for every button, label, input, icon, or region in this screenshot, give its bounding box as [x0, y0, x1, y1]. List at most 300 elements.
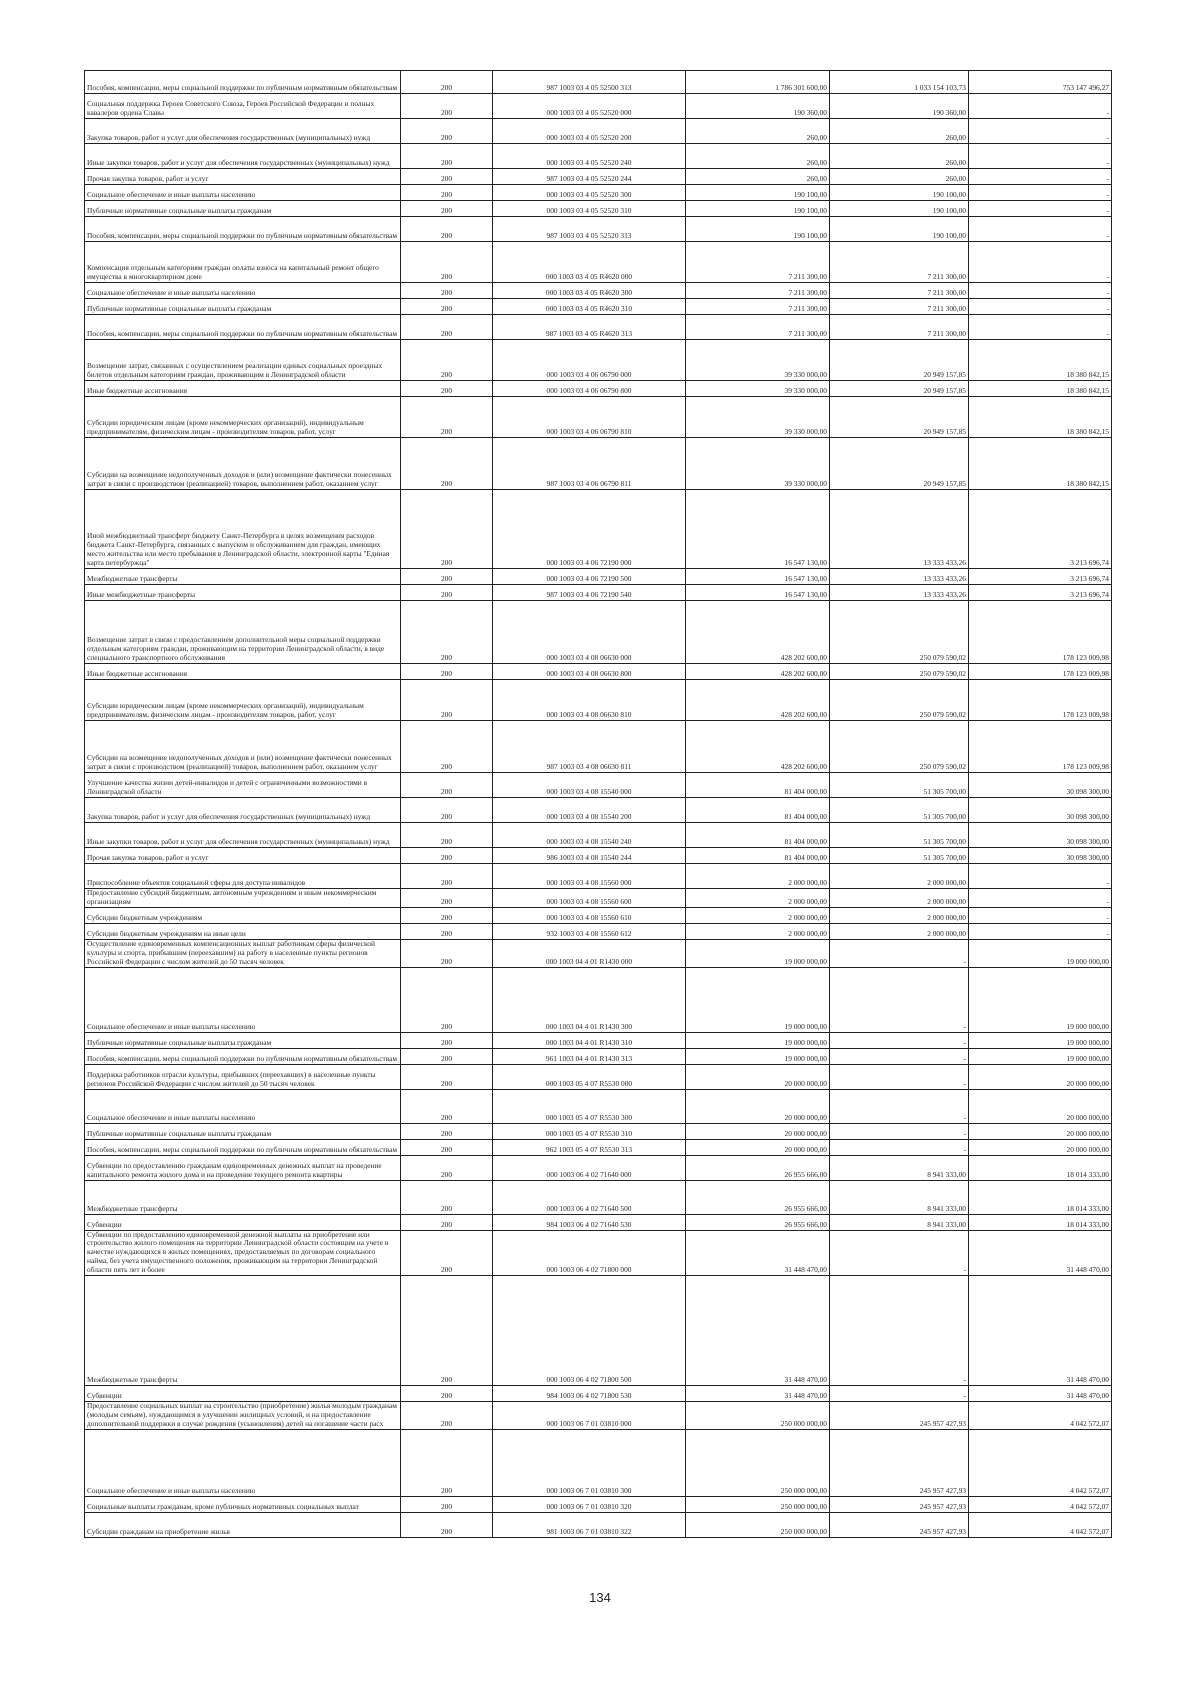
row-approved-amount: 190 100,00	[686, 185, 830, 201]
table-row	[85, 144, 1112, 169]
row-name: Социальное обеспечение и иные выплаты населению	[85, 1089, 401, 1123]
row-approved-amount: 260,00	[686, 144, 830, 169]
row-line-code: 200	[401, 1496, 493, 1512]
row-budget-classification-code: 000 1003 04 4 01 R1430 310	[493, 1032, 686, 1048]
row-approved-amount: 31 448 470,00	[686, 1230, 830, 1276]
row-name: Субвенции по предоставлению единовременной денежной выплаты на приобретение или строительство жилого помещения на территории Ленинградской области состоящим на учете в качестве нуждающихся в жилых помещениях, предоставляемых по договорам социального найма, без учета имущественного положения, проживающим на территории Ленинградской области пять лет и более	[85, 1230, 401, 1276]
table-row	[85, 283, 1112, 299]
row-budget-classification-code: 987 1003 03 4 06 72190 540	[493, 585, 686, 601]
row-name: Улучшение качества жизни детей-инвалидов и детей с ограниченными возможностями в Ленинградской области	[85, 773, 401, 798]
row-unexecuted-amount: -	[969, 242, 1112, 283]
row-approved-amount: 250 000 000,00	[686, 1496, 830, 1512]
table-row	[85, 1180, 1112, 1214]
row-approved-amount: 428 202 600,00	[686, 664, 830, 680]
row-name: Пособия, компенсации, меры социальной поддержки по публичным нормативным обязательствам	[85, 217, 401, 242]
row-name: Социальное обеспечение и иные выплаты населению	[85, 1429, 401, 1496]
row-approved-amount: 428 202 600,00	[686, 721, 830, 773]
row-budget-classification-code: 000 1003 03 4 05 R4620 000	[493, 242, 686, 283]
row-line-code: 200	[401, 71, 493, 94]
row-approved-amount: 19 000 000,00	[686, 1032, 830, 1048]
row-approved-amount: 31 448 470,00	[686, 1276, 830, 1386]
row-name: Иные бюджетные ассигнования	[85, 381, 401, 397]
row-name: Компенсация отдельным категориям граждан оплаты взноса на капитальный ремонт общего имущества в многоквартирном доме	[85, 242, 401, 283]
row-approved-amount: 190 100,00	[686, 201, 830, 217]
row-unexecuted-amount: 20 000 000,00	[969, 1139, 1112, 1155]
row-unexecuted-amount: -	[969, 315, 1112, 340]
table-row	[85, 569, 1112, 585]
row-name: Публичные нормативные социальные выплаты гражданам	[85, 1032, 401, 1048]
row-line-code: 200	[401, 1089, 493, 1123]
row-unexecuted-amount: 3 213 696,74	[969, 490, 1112, 569]
row-unexecuted-amount: 18 380 842,15	[969, 340, 1112, 381]
row-line-code: 200	[401, 798, 493, 823]
row-name: Прочая закупка товаров, работ и услуг	[85, 848, 401, 864]
row-budget-classification-code: 000 1003 06 7 01 03810 300	[493, 1429, 686, 1496]
row-budget-classification-code: 000 1003 03 4 08 15560 600	[493, 889, 686, 908]
row-unexecuted-amount: -	[969, 119, 1112, 144]
row-budget-classification-code: 962 1003 05 4 07 R5530 313	[493, 1139, 686, 1155]
row-budget-classification-code: 987 1003 03 4 08 06630 811	[493, 721, 686, 773]
table-row	[85, 119, 1112, 144]
row-unexecuted-amount: 18 014 333,00	[969, 1180, 1112, 1214]
row-budget-classification-code: 000 1003 03 4 08 06630 810	[493, 680, 686, 721]
row-approved-amount: 81 404 000,00	[686, 823, 830, 848]
table-row	[85, 923, 1112, 939]
row-executed-amount: 250 079 590,02	[830, 664, 969, 680]
table-row	[85, 680, 1112, 721]
table-row	[85, 169, 1112, 185]
row-approved-amount: 2 000 000,00	[686, 864, 830, 889]
row-name: Пособия, компенсации, меры социальной поддержки по публичным нормативным обязательствам	[85, 315, 401, 340]
row-approved-amount: 7 211 300,00	[686, 315, 830, 340]
row-executed-amount: -	[830, 1230, 969, 1276]
row-line-code: 200	[401, 1230, 493, 1276]
row-unexecuted-amount: 19 000 000,00	[969, 1032, 1112, 1048]
row-approved-amount: 81 404 000,00	[686, 848, 830, 864]
row-executed-amount: 8 941 333,00	[830, 1214, 969, 1230]
row-line-code: 200	[401, 119, 493, 144]
table-row	[85, 1429, 1112, 1496]
table-row	[85, 438, 1112, 490]
row-line-code: 200	[401, 299, 493, 315]
row-line-code: 200	[401, 889, 493, 908]
row-budget-classification-code: 000 1003 03 4 05 R4620 310	[493, 299, 686, 315]
row-name: Публичные нормативные социальные выплаты гражданам	[85, 299, 401, 315]
row-name: Иные закупки товаров, работ и услуг для обеспечения государственных (муниципальных) нужд	[85, 144, 401, 169]
row-approved-amount: 16 547 130,00	[686, 490, 830, 569]
row-approved-amount: 250 000 000,00	[686, 1512, 830, 1537]
row-budget-classification-code: 000 1003 06 4 02 71640 000	[493, 1155, 686, 1180]
row-unexecuted-amount: 178 123 009,98	[969, 721, 1112, 773]
row-approved-amount: 31 448 470,00	[686, 1386, 830, 1402]
table-row	[85, 490, 1112, 569]
row-executed-amount: -	[830, 1032, 969, 1048]
row-line-code: 200	[401, 1214, 493, 1230]
row-line-code: 200	[401, 1386, 493, 1402]
row-name: Субсидии юридическим лицам (кроме некоммерческих организаций), индивидуальным предпринимателям, физическим лицам - производителям товаров, работ, услуг	[85, 397, 401, 438]
row-name: Субсидии юридическим лицам (кроме некоммерческих организаций), индивидуальным предпринимателям, физическим лицам - производителям товаров, работ, услуг	[85, 680, 401, 721]
budget-execution-table	[84, 70, 1112, 1538]
table-row	[85, 185, 1112, 201]
row-name: Предоставление субсидий бюджетным, автономным учреждениям и иным некоммерческим организациям	[85, 889, 401, 908]
table-row	[85, 381, 1112, 397]
row-unexecuted-amount: 18 380 842,15	[969, 381, 1112, 397]
row-unexecuted-amount: -	[969, 144, 1112, 169]
row-line-code: 200	[401, 283, 493, 299]
row-name: Пособия, компенсации, меры социальной поддержки по публичным нормативным обязательствам	[85, 71, 401, 94]
row-executed-amount: 190 360,00	[830, 94, 969, 119]
row-unexecuted-amount: 30 098 300,00	[969, 848, 1112, 864]
row-line-code: 200	[401, 397, 493, 438]
row-executed-amount: -	[830, 1123, 969, 1139]
table-row	[85, 848, 1112, 864]
row-name: Межбюджетные трансферты	[85, 1180, 401, 1214]
row-approved-amount: 190 360,00	[686, 94, 830, 119]
row-budget-classification-code: 000 1003 03 4 08 15560 610	[493, 907, 686, 923]
row-approved-amount: 39 330 000,00	[686, 397, 830, 438]
row-executed-amount: 190 100,00	[830, 201, 969, 217]
row-name: Иной межбюджетный трансферт бюджету Санкт-Петербурга в целях возмещения расходов бюджета Санкт-Петербурга, связанных с выпуском и обслуживанием для граждан, имеющих место жительства или место пребывания в Ленинградской области, электронной карты "Единая карта петербуржца"	[85, 490, 401, 569]
table-row	[85, 201, 1112, 217]
row-approved-amount: 260,00	[686, 119, 830, 144]
table-row	[85, 71, 1112, 94]
table-row	[85, 664, 1112, 680]
row-name: Субвенции по предоставлению гражданам единовременных денежных выплат на проведение капитального ремонта жилого дома и на проведение текущего ремонта квартиры	[85, 1155, 401, 1180]
row-unexecuted-amount: 18 380 842,15	[969, 438, 1112, 490]
table-row	[85, 1276, 1112, 1386]
row-budget-classification-code: 961 1003 04 4 01 R1430 313	[493, 1048, 686, 1064]
table-row	[85, 907, 1112, 923]
row-executed-amount: 51 305 700,00	[830, 798, 969, 823]
row-name: Поддержка работников отрасли культуры, прибывших (переехавших) в населенные пункты регионов Российской Федерации с числом жителей до 50 тысяч человек	[85, 1064, 401, 1089]
row-unexecuted-amount: -	[969, 169, 1112, 185]
table-row	[85, 601, 1112, 664]
row-approved-amount: 2 000 000,00	[686, 907, 830, 923]
row-unexecuted-amount: -	[969, 923, 1112, 939]
row-unexecuted-amount: 19 000 000,00	[969, 967, 1112, 1032]
table-row	[85, 939, 1112, 967]
row-approved-amount: 81 404 000,00	[686, 798, 830, 823]
row-approved-amount: 2 000 000,00	[686, 889, 830, 908]
row-unexecuted-amount: -	[969, 907, 1112, 923]
row-budget-classification-code: 987 1003 03 4 05 52520 313	[493, 217, 686, 242]
row-unexecuted-amount: 178 123 009,98	[969, 664, 1112, 680]
row-name: Иные межбюджетные трансферты	[85, 585, 401, 601]
row-name: Субсидии на возмещение недополученных доходов и (или) возмещение фактически понесенных затрат в связи с производством (реализацией) товаров, выполнением работ, оказанием услуг	[85, 438, 401, 490]
row-budget-classification-code: 000 1003 03 4 08 06630 800	[493, 664, 686, 680]
row-name: Субсидии на возмещение недополученных доходов и (или) возмещение фактически понесенных затрат в связи с производством (реализацией) товаров, выполнением работ, оказанием услуг	[85, 721, 401, 773]
row-name: Возмещение затрат, связанных с осуществлением реализации единых социальных проездных билетов отдельным категориям граждан, проживающим в Ленинградской области	[85, 340, 401, 381]
row-unexecuted-amount: 4 042 572,07	[969, 1496, 1112, 1512]
row-unexecuted-amount: 178 123 009,98	[969, 601, 1112, 664]
row-name: Социальная поддержка Героев Советского Союза, Героев Российской Федерации и полных кавалеров ордена Славы	[85, 94, 401, 119]
row-line-code: 200	[401, 721, 493, 773]
row-unexecuted-amount: 30 098 300,00	[969, 798, 1112, 823]
table-row	[85, 1155, 1112, 1180]
row-line-code: 200	[401, 939, 493, 967]
table-row	[85, 967, 1112, 1032]
table-row	[85, 864, 1112, 889]
row-budget-classification-code: 000 1003 06 7 01 03810 000	[493, 1402, 686, 1430]
row-unexecuted-amount: 30 098 300,00	[969, 773, 1112, 798]
row-budget-classification-code: 932 1003 03 4 08 15560 612	[493, 923, 686, 939]
row-budget-classification-code: 000 1003 06 7 01 03810 320	[493, 1496, 686, 1512]
table-row	[85, 585, 1112, 601]
table-body	[85, 71, 1112, 1538]
row-executed-amount: -	[830, 1276, 969, 1386]
row-unexecuted-amount: -	[969, 217, 1112, 242]
table-row	[85, 1230, 1112, 1276]
row-approved-amount: 39 330 000,00	[686, 381, 830, 397]
row-name: Возмещение затрат в связи с предоставлением дополнительной меры социальной поддержки отдельным категориям граждан, проживающим на территории Ленинградской области, в виде специального транспортного обслуживания	[85, 601, 401, 664]
row-executed-amount: 20 949 157,85	[830, 397, 969, 438]
row-executed-amount: 2 000 000,00	[830, 907, 969, 923]
row-line-code: 200	[401, 585, 493, 601]
row-budget-classification-code: 000 1003 05 4 07 R5530 000	[493, 1064, 686, 1089]
row-name: Социальное обеспечение и иные выплаты населению	[85, 185, 401, 201]
row-executed-amount: -	[830, 967, 969, 1032]
row-executed-amount: 2 000 000,00	[830, 923, 969, 939]
row-name: Субвенции	[85, 1214, 401, 1230]
table-row	[85, 397, 1112, 438]
row-approved-amount: 7 211 300,00	[686, 299, 830, 315]
row-name: Субсидии бюджетным учреждениям	[85, 907, 401, 923]
row-executed-amount: 190 100,00	[830, 217, 969, 242]
row-name: Субсидии бюджетным учреждениям на иные цели	[85, 923, 401, 939]
row-line-code: 200	[401, 1155, 493, 1180]
row-budget-classification-code: 000 1003 03 4 08 15540 000	[493, 773, 686, 798]
row-executed-amount: 13 333 433,26	[830, 569, 969, 585]
row-approved-amount: 20 000 000,00	[686, 1089, 830, 1123]
row-approved-amount: 7 211 300,00	[686, 242, 830, 283]
row-budget-classification-code: 000 1003 03 4 08 15540 200	[493, 798, 686, 823]
table-row	[85, 798, 1112, 823]
row-approved-amount: 190 100,00	[686, 217, 830, 242]
row-executed-amount: -	[830, 1139, 969, 1155]
table-row	[85, 315, 1112, 340]
table-row	[85, 242, 1112, 283]
row-budget-classification-code: 000 1003 05 4 07 R5530 300	[493, 1089, 686, 1123]
row-unexecuted-amount: -	[969, 94, 1112, 119]
row-approved-amount: 26 955 666,00	[686, 1155, 830, 1180]
row-budget-classification-code: 000 1003 03 4 05 52520 240	[493, 144, 686, 169]
row-line-code: 200	[401, 1048, 493, 1064]
row-executed-amount: 8 941 333,00	[830, 1180, 969, 1214]
row-budget-classification-code: 000 1003 03 4 05 52520 300	[493, 185, 686, 201]
row-unexecuted-amount: -	[969, 299, 1112, 315]
row-approved-amount: 250 000 000,00	[686, 1402, 830, 1430]
table-row	[85, 1214, 1112, 1230]
row-unexecuted-amount: 3 213 696,74	[969, 569, 1112, 585]
row-executed-amount: 250 079 590,02	[830, 601, 969, 664]
row-name: Субвенции	[85, 1386, 401, 1402]
row-executed-amount: 245 957 427,93	[830, 1402, 969, 1430]
row-unexecuted-amount: 753 147 496,27	[969, 71, 1112, 94]
row-line-code: 200	[401, 94, 493, 119]
row-budget-classification-code: 000 1003 03 4 05 52520 000	[493, 94, 686, 119]
row-budget-classification-code: 000 1003 03 4 06 72190 000	[493, 490, 686, 569]
row-executed-amount: 51 305 700,00	[830, 848, 969, 864]
row-name: Социальное обеспечение и иные выплаты населению	[85, 283, 401, 299]
row-executed-amount: 7 211 300,00	[830, 242, 969, 283]
table-row	[85, 217, 1112, 242]
row-executed-amount: 51 305 700,00	[830, 823, 969, 848]
row-approved-amount: 16 547 130,00	[686, 569, 830, 585]
row-line-code: 200	[401, 169, 493, 185]
row-name: Публичные нормативные социальные выплаты гражданам	[85, 1123, 401, 1139]
row-executed-amount: 245 957 427,93	[830, 1429, 969, 1496]
row-executed-amount: 260,00	[830, 119, 969, 144]
row-name: Иные бюджетные ассигнования	[85, 664, 401, 680]
row-executed-amount: -	[830, 1089, 969, 1123]
row-approved-amount: 19 000 000,00	[686, 1048, 830, 1064]
row-executed-amount: 260,00	[830, 169, 969, 185]
row-line-code: 200	[401, 680, 493, 721]
table-row	[85, 823, 1112, 848]
row-name: Иные закупки товаров, работ и услуг для обеспечения государственных (муниципальных) нужд	[85, 823, 401, 848]
row-name: Социальное обеспечение и иные выплаты населению	[85, 967, 401, 1032]
row-executed-amount: 2 000 000,00	[830, 889, 969, 908]
row-approved-amount: 1 786 301 600,00	[686, 71, 830, 94]
row-line-code: 200	[401, 217, 493, 242]
row-line-code: 200	[401, 967, 493, 1032]
row-line-code: 200	[401, 923, 493, 939]
row-budget-classification-code: 000 1003 03 4 05 52520 200	[493, 119, 686, 144]
row-budget-classification-code: 000 1003 06 4 02 71800 500	[493, 1276, 686, 1386]
row-name: Закупка товаров, работ и услуг для обеспечения государственных (муниципальных) нужд	[85, 119, 401, 144]
row-budget-classification-code: 000 1003 03 4 08 06630 000	[493, 601, 686, 664]
row-budget-classification-code: 000 1003 03 4 06 06790 000	[493, 340, 686, 381]
row-executed-amount: -	[830, 1064, 969, 1089]
row-line-code: 200	[401, 1276, 493, 1386]
row-executed-amount: 20 949 157,85	[830, 438, 969, 490]
row-name: Публичные нормативные социальные выплаты гражданам	[85, 201, 401, 217]
table-row	[85, 94, 1112, 119]
row-line-code: 200	[401, 1139, 493, 1155]
row-approved-amount: 428 202 600,00	[686, 601, 830, 664]
row-unexecuted-amount: -	[969, 201, 1112, 217]
row-line-code: 200	[401, 1123, 493, 1139]
table-row	[85, 299, 1112, 315]
row-executed-amount: 20 949 157,85	[830, 381, 969, 397]
table-row	[85, 1064, 1112, 1089]
row-approved-amount: 19 000 000,00	[686, 967, 830, 1032]
row-unexecuted-amount: -	[969, 283, 1112, 299]
row-name: Межбюджетные трансферты	[85, 1276, 401, 1386]
row-unexecuted-amount: 30 098 300,00	[969, 823, 1112, 848]
row-approved-amount: 20 000 000,00	[686, 1123, 830, 1139]
row-line-code: 200	[401, 315, 493, 340]
row-name: Пособия, компенсации, меры социальной поддержки по публичным нормативным обязательствам	[85, 1048, 401, 1064]
row-line-code: 200	[401, 823, 493, 848]
row-approved-amount: 428 202 600,00	[686, 680, 830, 721]
row-executed-amount: 7 211 300,00	[830, 283, 969, 299]
row-budget-classification-code: 984 1003 06 4 02 71640 530	[493, 1214, 686, 1230]
table-row	[85, 889, 1112, 908]
row-line-code: 200	[401, 340, 493, 381]
row-budget-classification-code: 000 1003 03 4 05 52520 310	[493, 201, 686, 217]
row-unexecuted-amount: -	[969, 864, 1112, 889]
row-name: Закупка товаров, работ и услуг для обеспечения государственных (муниципальных) нужд	[85, 798, 401, 823]
row-executed-amount: 20 949 157,85	[830, 340, 969, 381]
row-executed-amount: 7 211 300,00	[830, 299, 969, 315]
row-approved-amount: 20 000 000,00	[686, 1064, 830, 1089]
row-approved-amount: 19 000 000,00	[686, 939, 830, 967]
row-line-code: 200	[401, 664, 493, 680]
row-budget-classification-code: 981 1003 06 7 01 03810 322	[493, 1512, 686, 1537]
row-unexecuted-amount: 20 000 000,00	[969, 1089, 1112, 1123]
row-approved-amount: 81 404 000,00	[686, 773, 830, 798]
row-unexecuted-amount: 19 000 000,00	[969, 1048, 1112, 1064]
row-budget-classification-code: 000 1003 03 4 06 06790 800	[493, 381, 686, 397]
row-executed-amount: 13 333 433,26	[830, 585, 969, 601]
row-approved-amount: 16 547 130,00	[686, 585, 830, 601]
row-line-code: 200	[401, 185, 493, 201]
row-name: Предоставление социальных выплат на строительство (приобретение) жилья молодым гражданам (молодым семьям), нуждающимся в улучшении жилищных условий, и на предоставление дополнительной поддержки в случае рождения (усыновления) детей на погашение части расх	[85, 1402, 401, 1430]
row-name: Пособия, компенсации, меры социальной поддержки по публичным нормативным обязательствам	[85, 1139, 401, 1155]
table-row	[85, 1512, 1112, 1537]
row-executed-amount: 245 957 427,93	[830, 1496, 969, 1512]
row-name: Приспособление объектов социальной сферы для доступа инвалидов	[85, 864, 401, 889]
table-row	[85, 773, 1112, 798]
row-line-code: 200	[401, 144, 493, 169]
row-unexecuted-amount: 3 213 696,74	[969, 585, 1112, 601]
row-budget-classification-code: 000 1003 03 4 08 15560 000	[493, 864, 686, 889]
row-line-code: 200	[401, 242, 493, 283]
row-budget-classification-code: 987 1003 03 4 05 R4620 313	[493, 315, 686, 340]
row-unexecuted-amount: 31 448 470,00	[969, 1386, 1112, 1402]
row-executed-amount: 260,00	[830, 144, 969, 169]
row-executed-amount: 2 000 000,00	[830, 864, 969, 889]
page-number: 134	[589, 1590, 611, 1605]
row-line-code: 200	[401, 1512, 493, 1537]
row-line-code: 200	[401, 1064, 493, 1089]
row-executed-amount: 245 957 427,93	[830, 1512, 969, 1537]
row-budget-classification-code: 000 1003 05 4 07 R5530 310	[493, 1123, 686, 1139]
row-executed-amount: 250 079 590,02	[830, 721, 969, 773]
row-unexecuted-amount: 18 380 842,15	[969, 397, 1112, 438]
row-line-code: 200	[401, 848, 493, 864]
row-line-code: 200	[401, 1429, 493, 1496]
row-unexecuted-amount: 178 123 009,98	[969, 680, 1112, 721]
row-executed-amount: -	[830, 1386, 969, 1402]
row-budget-classification-code: 000 1003 03 4 06 06790 810	[493, 397, 686, 438]
table-row	[85, 1089, 1112, 1123]
row-budget-classification-code: 987 1003 03 4 05 52500 313	[493, 71, 686, 94]
row-unexecuted-amount: 31 448 470,00	[969, 1230, 1112, 1276]
row-line-code: 200	[401, 601, 493, 664]
table-row	[85, 721, 1112, 773]
table-row	[85, 1496, 1112, 1512]
table-row	[85, 340, 1112, 381]
row-unexecuted-amount: 19 000 000,00	[969, 939, 1112, 967]
row-approved-amount: 20 000 000,00	[686, 1139, 830, 1155]
row-unexecuted-amount: 4 042 572,07	[969, 1402, 1112, 1430]
row-approved-amount: 26 955 666,00	[686, 1214, 830, 1230]
row-budget-classification-code: 986 1003 03 4 08 15540 244	[493, 848, 686, 864]
row-executed-amount: 13 333 433,26	[830, 490, 969, 569]
row-line-code: 200	[401, 1032, 493, 1048]
row-line-code: 200	[401, 201, 493, 217]
row-approved-amount: 39 330 000,00	[686, 438, 830, 490]
row-budget-classification-code: 987 1003 03 4 05 52520 244	[493, 169, 686, 185]
row-executed-amount: 7 211 300,00	[830, 315, 969, 340]
row-unexecuted-amount: 20 000 000,00	[969, 1123, 1112, 1139]
row-approved-amount: 39 330 000,00	[686, 340, 830, 381]
row-name: Субсидии гражданам на приобретение жилья	[85, 1512, 401, 1537]
row-name: Осуществление единовременных компенсационных выплат работникам сферы физической культуры и спорта, прибывшим (переехавшим) на работу в населенные пункты регионов Российской Федерации с числом жителей до 50 тысяч человек	[85, 939, 401, 967]
table-row	[85, 1032, 1112, 1048]
